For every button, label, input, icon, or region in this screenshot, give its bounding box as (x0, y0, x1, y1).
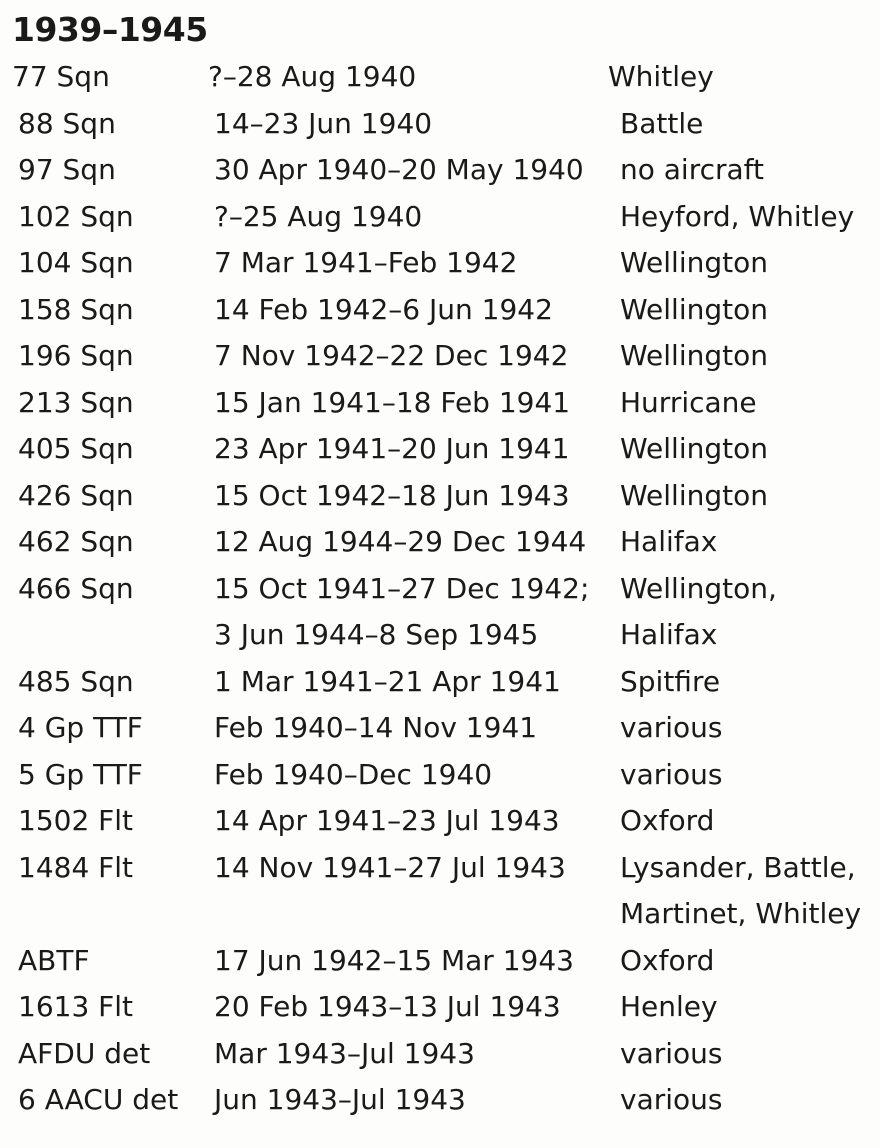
unit-cell: 213 Sqn (18, 385, 134, 419)
unit-cell: 1502 Flt (18, 804, 134, 837)
aircraft-line: Oxford (620, 943, 715, 977)
unit-cell: 405 Sqn (18, 432, 134, 465)
dates-cell (214, 147, 584, 194)
table-row (0, 380, 880, 427)
unit-cell: 97 Sqn (18, 153, 116, 186)
dates-cell (214, 287, 553, 334)
table-row (0, 426, 880, 473)
unit-cell: 104 Sqn (18, 246, 134, 279)
aircraft-cell (620, 659, 720, 706)
table-row (0, 333, 880, 380)
table-row (0, 1077, 880, 1124)
dates-cell (214, 752, 492, 799)
dates-cell (214, 566, 589, 659)
unit-cell: 88 Sqn (18, 106, 116, 140)
dates-line: 30 Apr 1940–20 May 1940 (214, 153, 584, 186)
aircraft-cell (620, 426, 768, 473)
dates-cell (214, 984, 561, 1031)
aircraft-line: Wellington (620, 432, 768, 465)
unit-cell: 5 Gp TTF (18, 757, 143, 791)
aircraft-cell (620, 1031, 722, 1078)
table-row (0, 845, 880, 938)
table-row (0, 798, 880, 845)
table-row (0, 938, 880, 985)
aircraft-line: Oxford (620, 804, 715, 837)
unit-cell: 4 Gp TTF (18, 711, 143, 744)
aircraft-cell (620, 845, 861, 938)
dates-cell (214, 798, 560, 845)
unit-cell: ABTF (18, 943, 90, 977)
dates-line: 17 Jun 1942–15 Mar 1943 (214, 943, 574, 977)
dates-line: 3 Jun 1944–8 Sep 1945 (214, 618, 539, 651)
dates-cell (214, 194, 422, 241)
unit-cell: 6 AACU det (18, 1083, 179, 1116)
dates-line: ?–25 Aug 1940 (214, 199, 423, 233)
aircraft-line: Wellington (620, 292, 768, 326)
dates-cell (214, 519, 586, 566)
aircraft-cell (620, 287, 768, 334)
aircraft-line: various (620, 1083, 723, 1116)
unit-cell: 158 Sqn (18, 292, 134, 326)
table-row (0, 54, 880, 101)
table-row (0, 984, 880, 1031)
dates-line: 23 Apr 1941–20 Jun 1941 (214, 432, 570, 465)
aircraft-line: Battle (620, 106, 704, 140)
aircraft-line: various (620, 1036, 723, 1070)
dates-line: 7 Mar 1941–Feb 1942 (214, 246, 518, 279)
aircraft-cell (620, 240, 768, 287)
aircraft-line: Hurricane (620, 385, 757, 419)
dates-line: 14 Nov 1941–27 Jul 1943 (214, 850, 566, 884)
aircraft-cell (620, 705, 722, 752)
dates-cell (214, 333, 568, 380)
aircraft-line: Wellington (620, 339, 768, 372)
unit-cell: 1484 Flt (18, 850, 134, 884)
unit-cell: 196 Sqn (18, 339, 134, 372)
aircraft-line: Wellington (620, 478, 768, 512)
aircraft-cell (620, 194, 854, 241)
aircraft-line: Halifax (620, 525, 718, 558)
table-row (0, 101, 880, 148)
dates-line: 14 Feb 1942–6 Jun 1942 (214, 292, 553, 326)
table-row (0, 194, 880, 241)
dates-line: 15 Oct 1942–18 Jun 1943 (214, 478, 570, 512)
dates-cell (214, 705, 537, 752)
table-row (0, 752, 880, 799)
table-row (0, 659, 880, 706)
aircraft-cell (620, 101, 703, 148)
aircraft-line: Heyford, Whitley (620, 199, 855, 233)
dates-line: 1 Mar 1941–21 Apr 1941 (214, 664, 561, 698)
unit-cell: 462 Sqn (18, 525, 134, 558)
dates-cell (214, 380, 570, 427)
section-heading: 1939–1945 (12, 10, 208, 49)
dates-cell (214, 1031, 475, 1078)
table-row (0, 473, 880, 520)
aircraft-cell (620, 984, 718, 1031)
aircraft-line: no aircraft (620, 153, 765, 186)
dates-line: 20 Feb 1943–13 Jul 1943 (214, 990, 561, 1023)
unit-cell: 77 Sqn (12, 60, 110, 93)
aircraft-cell (620, 473, 768, 520)
unit-cell: 485 Sqn (18, 664, 134, 698)
aircraft-cell (620, 752, 722, 799)
unit-cell: 1613 Flt (18, 990, 134, 1023)
dates-line: 15 Jan 1941–18 Feb 1941 (214, 385, 571, 419)
dates-line: Mar 1943–Jul 1943 (214, 1036, 475, 1070)
table-row (0, 566, 880, 659)
table-row (0, 1031, 880, 1078)
dates-line: 14 Apr 1941–23 Jul 1943 (214, 804, 560, 837)
dates-line: 12 Aug 1944–29 Dec 1944 (214, 525, 587, 558)
unit-cell: 102 Sqn (18, 199, 134, 233)
dates-cell (214, 240, 517, 287)
aircraft-line: Wellington, (620, 571, 777, 605)
aircraft-line: Henley (620, 990, 718, 1023)
aircraft-cell (620, 938, 714, 985)
dates-cell (214, 101, 432, 148)
dates-cell (214, 1077, 466, 1124)
aircraft-cell (620, 519, 717, 566)
aircraft-cell (620, 798, 714, 845)
unit-cell: 466 Sqn (18, 571, 134, 605)
aircraft-cell (620, 333, 768, 380)
dates-cell (214, 426, 570, 473)
table-row (0, 240, 880, 287)
dates-line: 7 Nov 1942–22 Dec 1942 (214, 339, 569, 372)
table-row (0, 287, 880, 334)
unit-cell: AFDU det (18, 1036, 151, 1070)
aircraft-cell (620, 380, 757, 427)
aircraft-cell (608, 54, 714, 101)
aircraft-cell (620, 566, 777, 659)
dates-cell (208, 54, 416, 101)
dates-line: Feb 1940–14 Nov 1941 (214, 711, 538, 744)
table-row (0, 147, 880, 194)
dates-cell (214, 659, 561, 706)
station-units-table (0, 54, 880, 1124)
dates-cell (214, 473, 570, 520)
aircraft-line: Spitfire (620, 664, 721, 698)
aircraft-line: Halifax (620, 618, 718, 651)
unit-cell: 426 Sqn (18, 478, 134, 512)
dates-cell (214, 938, 574, 985)
aircraft-line: Lysander, Battle, (620, 850, 856, 884)
dates-line: Jun 1943–Jul 1943 (214, 1083, 466, 1116)
table-row (0, 519, 880, 566)
dates-line: 15 Oct 1941–27 Dec 1942; (214, 571, 590, 605)
dates-line: Feb 1940–Dec 1940 (214, 757, 493, 791)
aircraft-line: Wellington (620, 246, 768, 279)
dates-line: 14–23 Jun 1940 (214, 106, 433, 140)
dates-cell (214, 845, 566, 892)
aircraft-line: various (620, 711, 723, 744)
aircraft-line: Martinet, Whitley (620, 897, 862, 930)
aircraft-cell (620, 147, 764, 194)
dates-line: ?–28 Aug 1940 (208, 60, 417, 93)
table-row (0, 705, 880, 752)
aircraft-cell (620, 1077, 722, 1124)
aircraft-line: Whitley (608, 60, 714, 93)
aircraft-line: various (620, 757, 723, 791)
